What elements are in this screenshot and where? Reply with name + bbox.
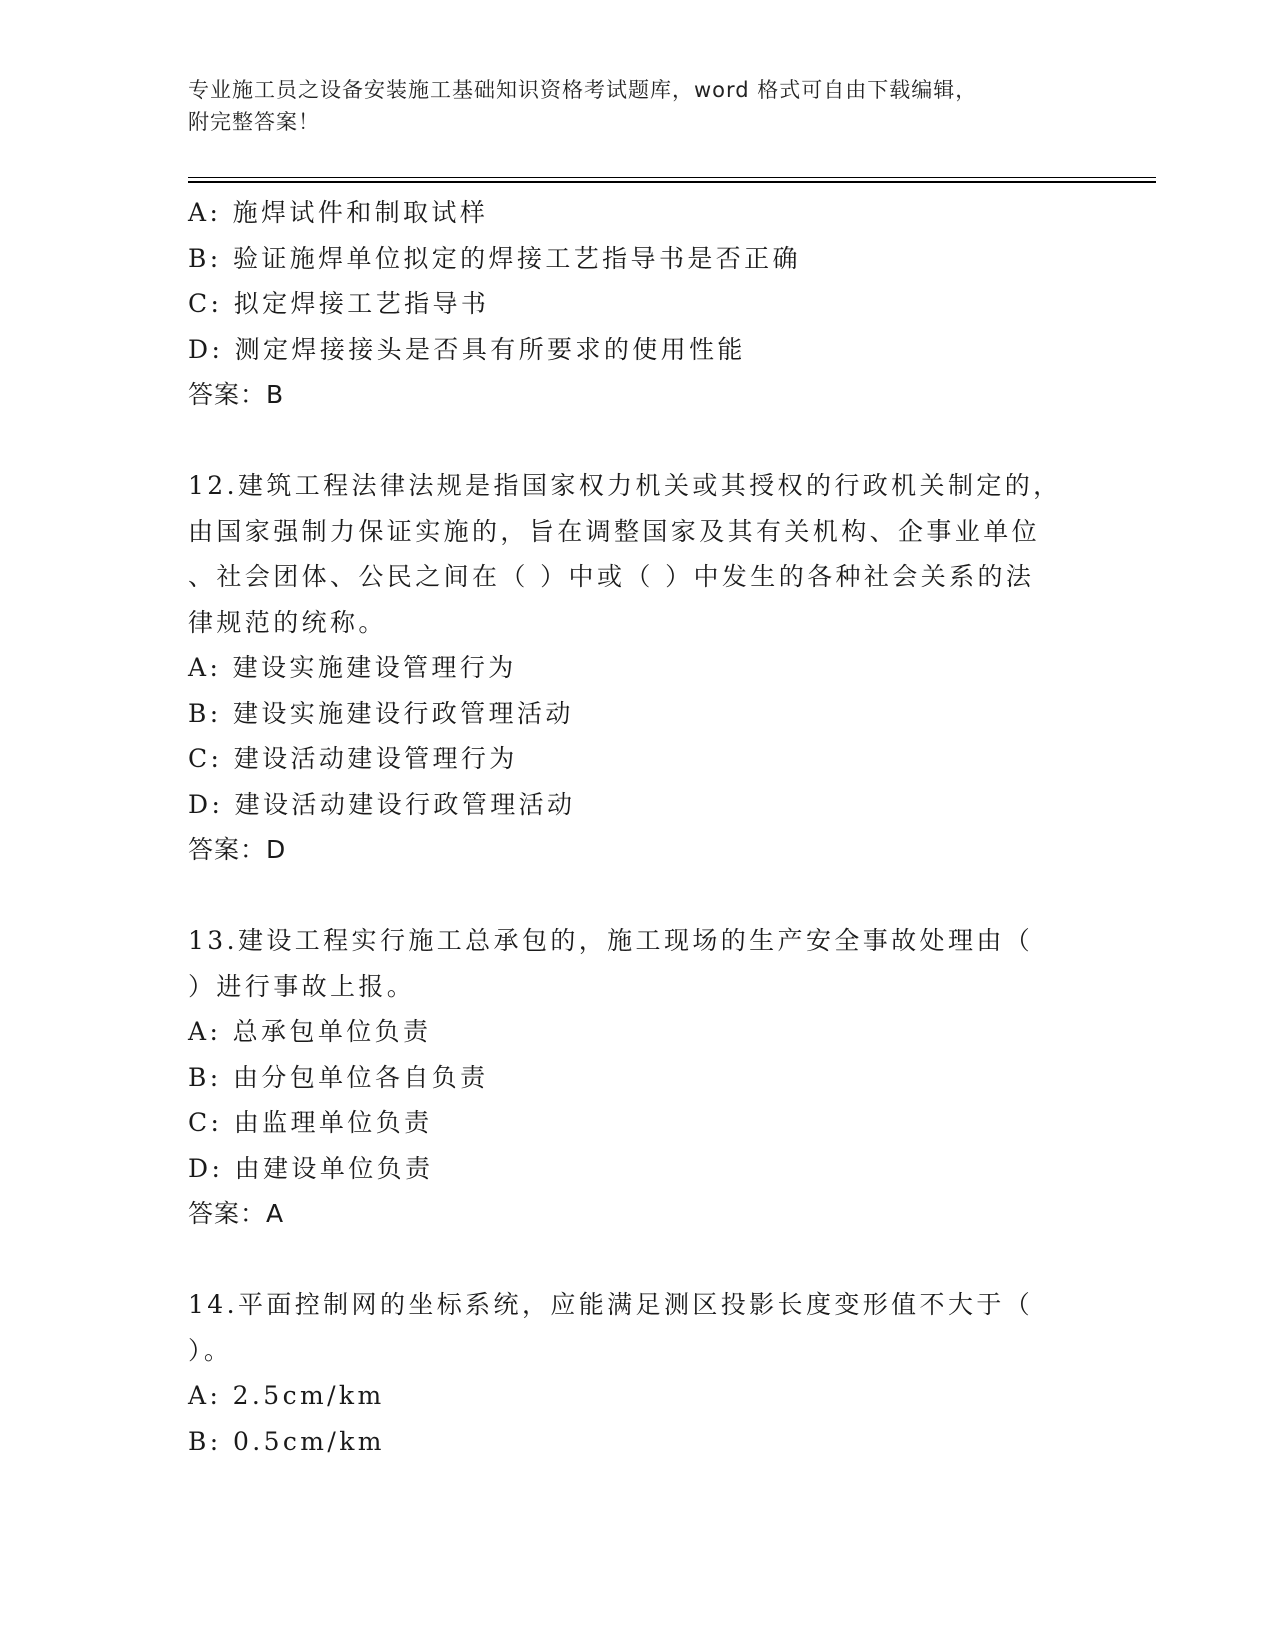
question-stem-line: 12.建筑工程法律法规是指国家权力机关或其授权的行政机关制定的， xyxy=(188,471,1062,500)
option-d: D: 测定焊接接头是否具有所要求的使用性能 xyxy=(188,334,746,364)
option-d: D: 建设活动建设行政管理活动 xyxy=(188,789,576,819)
question-12 xyxy=(188,463,1068,873)
option-c: C: 由监理单位负责 xyxy=(188,1108,433,1137)
question-stem-line: 律规范的统称。 xyxy=(188,607,387,637)
option-b: B: 验证施焊单位拟定的焊接工艺指导书是否正确 xyxy=(188,243,801,273)
question-list xyxy=(188,190,1068,1464)
option-a: A: 总承包单位负责 xyxy=(188,1017,432,1046)
question-stem-line: ）进行事故上报。 xyxy=(188,971,416,1001)
question-14 xyxy=(188,1282,1068,1464)
option-b: B: 0.5cm/km xyxy=(188,1426,385,1456)
question-stem-line: 、社会团体、公民之间在（ ）中或（ ）中发生的各种社会关系的法 xyxy=(188,562,1035,591)
answer: 答案：D xyxy=(188,835,287,864)
option-d: D: 由建设单位负责 xyxy=(188,1153,434,1183)
option-b: B: 建设实施建设行政管理活动 xyxy=(188,698,574,728)
header-rule-thin xyxy=(188,177,1156,178)
answer: 答案：A xyxy=(188,1199,285,1228)
option-c: C: 建设活动建设管理行为 xyxy=(188,744,518,773)
question-13 xyxy=(188,918,1068,1237)
spacer xyxy=(188,873,1068,919)
option-a: A: 施焊试件和制取试样 xyxy=(188,198,489,227)
option-a: A: 2.5cm/km xyxy=(188,1381,385,1410)
answer: 答案：B xyxy=(188,380,285,409)
header-line-2: 附完整答案！ xyxy=(188,110,320,134)
question-11 xyxy=(188,190,1068,418)
document-header xyxy=(188,74,1088,138)
question-stem-line: ）。 xyxy=(188,1335,233,1365)
option-a: A: 建设实施建设管理行为 xyxy=(188,653,517,682)
spacer xyxy=(188,418,1068,464)
header-line-1: 专业施工员之设备安装施工基础知识资格考试题库，word 格式可自由下载编辑， xyxy=(188,78,978,102)
option-b: B: 由分包单位各自负责 xyxy=(188,1062,489,1092)
option-c: C: 拟定焊接工艺指导书 xyxy=(188,289,490,318)
question-stem-line: 14.平面控制网的坐标系统，应能满足测区投影长度变形值不大于（ xyxy=(188,1290,1034,1319)
question-stem-line: 由国家强制力保证实施的，旨在调整国家及其有关机构、企事业单位 xyxy=(188,516,1041,546)
spacer xyxy=(188,1237,1068,1283)
question-stem-line: 13.建设工程实行施工总承包的，施工现场的生产安全事故处理由（ xyxy=(188,926,1034,955)
header-rule-thick xyxy=(188,181,1156,183)
